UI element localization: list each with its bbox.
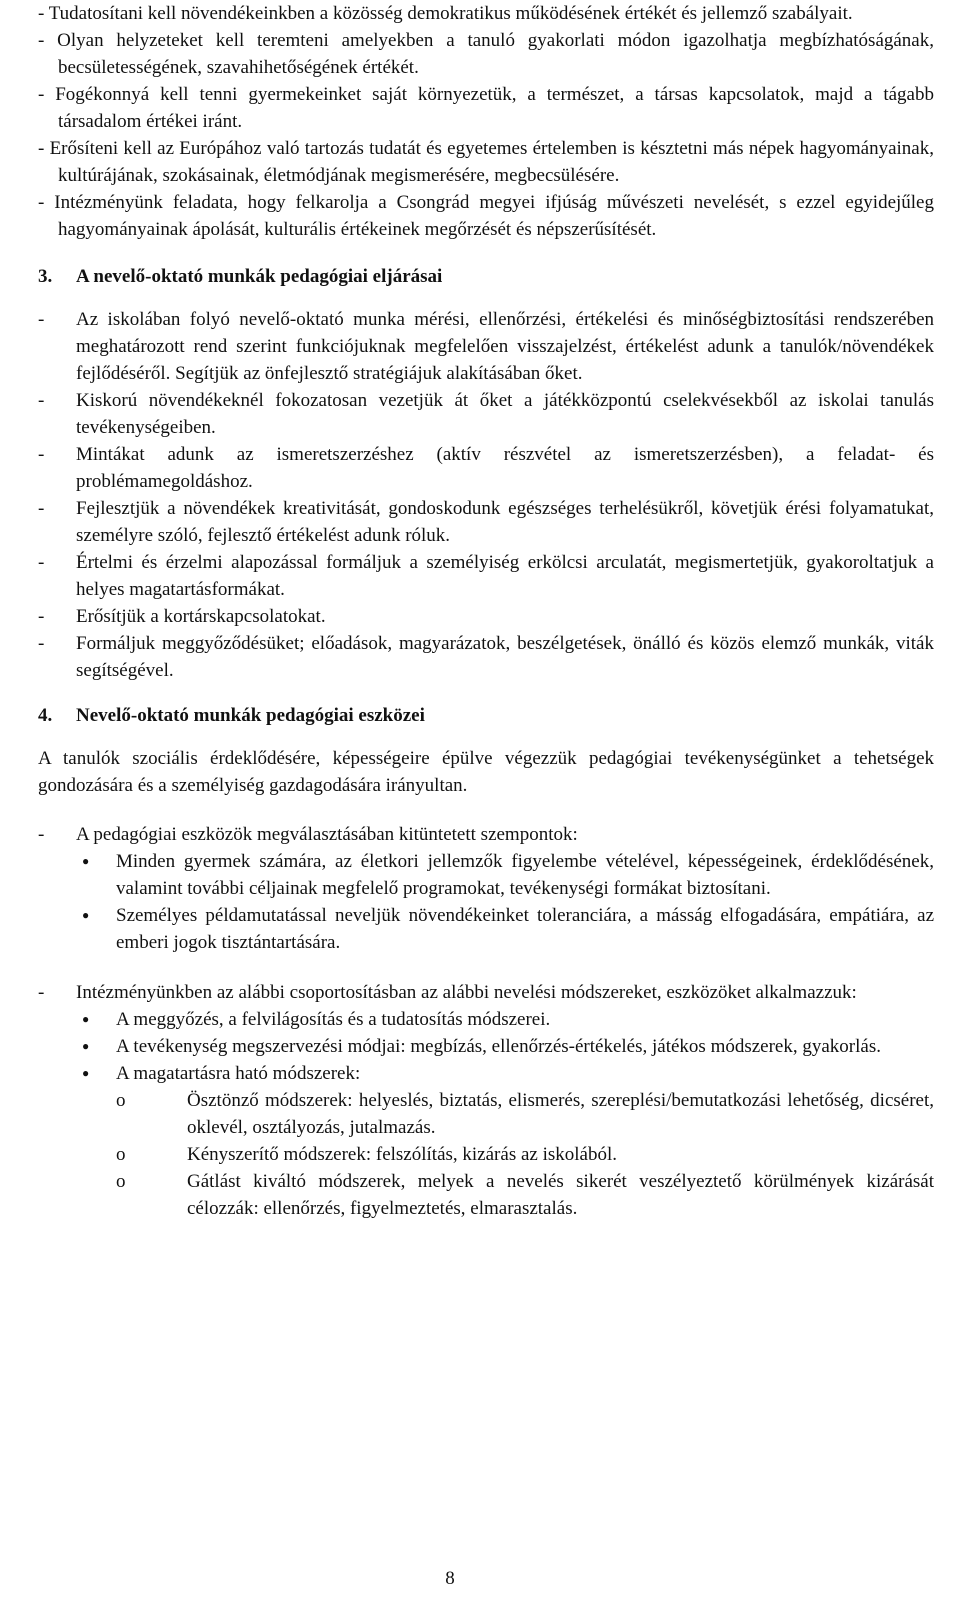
intro-item: - Fogékonnyá kell tenni gyermekeinket saját környezetük, a természet, a társas kapcsolatok, majd a tágabb társadalom értékei iránt.	[38, 84, 934, 132]
list-item: - Fejlesztjük a növendékek kreativitását, gondoskodunk egészséges terhelésükről, követjük érési folyamatukat, személyre szóló, fejlesztő értékelést adunk róluk.	[38, 498, 934, 546]
section-4-intro: A tanulók szociális érdeklődésére, képességeire épülve végezzük pedagógiai tevékenységünket a tehetségek gondozására és a személyiség gazdagodására irányultan.	[38, 748, 934, 796]
section-number: 4.	[38, 705, 53, 726]
list-item: - Az iskolában folyó nevelő-oktató munka mérési, ellenőrzési, értékelési és minőségbiztosítási rendszerében meghatározott rend szerint funkciójuknak megfelelően visszajelzést, értékelést adunk a tanulók/növendékek fejlődéséről. Segítjük az önfejlesztő stratégiájuk alakításában őket.	[38, 309, 934, 384]
sub-item: o Ösztönző módszerek: helyeslés, biztatás, elismerés, szereplési/bemutatkozási lehetőség, dicséret, oklevél, osztályozás, jutalmazás.	[187, 1087, 934, 1141]
methods-bullets	[38, 1006, 934, 1222]
behavior-methods-label: A magatartásra ható módszerek:	[116, 1063, 361, 1084]
list-item: - Formáljuk meggyőződésüket; előadások, magyarázatok, beszélgetések, önálló és közös elemző munkák, viták segítségével.	[38, 633, 934, 681]
section-title: Nevelő-oktató munkák pedagógiai eszközei	[76, 705, 425, 726]
sub-item: o Gátlást kiváltó módszerek, melyek a nevelés sikerét veszélyeztető körülmények kizárását célozzák: ellenőrzés, figyelmeztetés, elmarasztalás.	[187, 1168, 934, 1222]
intro-item: - Erősíteni kell az Európához való tartozás tudatát és egyetemes értelemben is késztetni más népek hagyományainak, kultúrájának, szokásainak, életmódjának megismerésére, megbecsülésére.	[38, 138, 934, 186]
bullet-item: ● Személyes példamutatással neveljük növendékeinket toleranciára, a másság elfogadására, empátiára, az emberi jogok tisztántartására.	[116, 902, 934, 956]
section-4-heading	[38, 700, 934, 732]
criteria-bullets	[38, 848, 934, 956]
intro-item: - Tudatosítani kell növendékeinkben a közösség demokratikus működésének értékét és jellemző szabályait.	[38, 3, 853, 24]
bullet-item: ● Minden gyermek számára, az életkori jellemzők figyelembe vételével, képességeinek, érdeklődésének, valamint további céljainak megfelelő programokat, tevékenységi formákat biztosítani.	[116, 848, 934, 902]
bullet-item	[116, 1060, 934, 1222]
intro-list	[38, 0, 934, 243]
criteria-lead: - A pedagógiai eszközök megválasztásában kitüntetett szempontok:	[38, 824, 578, 845]
bullet-item: ● A meggyőzés, a felvilágosítás és a tudatosítás módszerei.	[116, 1006, 934, 1033]
sub-item: o Kényszerítő módszerek: felszólítás, kizárás az iskolából.	[187, 1141, 934, 1168]
section-3-heading	[38, 261, 934, 293]
methods-lead: - Intézményünkben az alábbi csoportosításban az alábbi nevelési módszereket, eszközöket alkalmazzuk:	[38, 982, 857, 1003]
list-item: - Mintákat adunk az ismeretszerzéshez (aktív részvétel az ismeretszerzésben), a feladat- és problémamegoldáshoz.	[38, 444, 934, 492]
page-number: 8	[445, 1568, 455, 1589]
section-title: A nevelő-oktató munkák pedagógiai eljárásai	[76, 266, 443, 287]
list-item: - Erősítjük a kortárskapcsolatokat.	[38, 606, 326, 627]
behavior-methods-list	[116, 1087, 934, 1222]
intro-item: - Intézményünk feladata, hogy felkarolja a Csongrád megyei ifjúság művészeti nevelését, s ezzel egyidejűleg hagyományainak ápolását, kulturális értékeinek megőrzését és népszerűsítését.	[38, 192, 934, 240]
intro-item: - Olyan helyzeteket kell teremteni amelyekben a tanuló gyakorlati módon igazolhatja megbízhatóságának, becsületességének, szavahihetőségének értékét.	[38, 30, 934, 78]
section-number: 3.	[38, 266, 53, 287]
list-item: - Kiskorú növendékeknél fokozatosan vezetjük át őket a játékközpontú cselekvésekből az iskolai tanulás tevékenységeiben.	[38, 390, 934, 438]
bullet-item: ● A tevékenység megszervezési módjai: megbízás, ellenőrzés-értékelés, játékos módszerek, gyakorlás.	[116, 1033, 934, 1060]
section-3-list	[38, 306, 934, 684]
list-item: - Értelmi és érzelmi alapozással formáljuk a személyiség erkölcsi arculatát, megismertetjük, gyakoroltatjuk a helyes magatartásformákat.	[38, 552, 934, 600]
